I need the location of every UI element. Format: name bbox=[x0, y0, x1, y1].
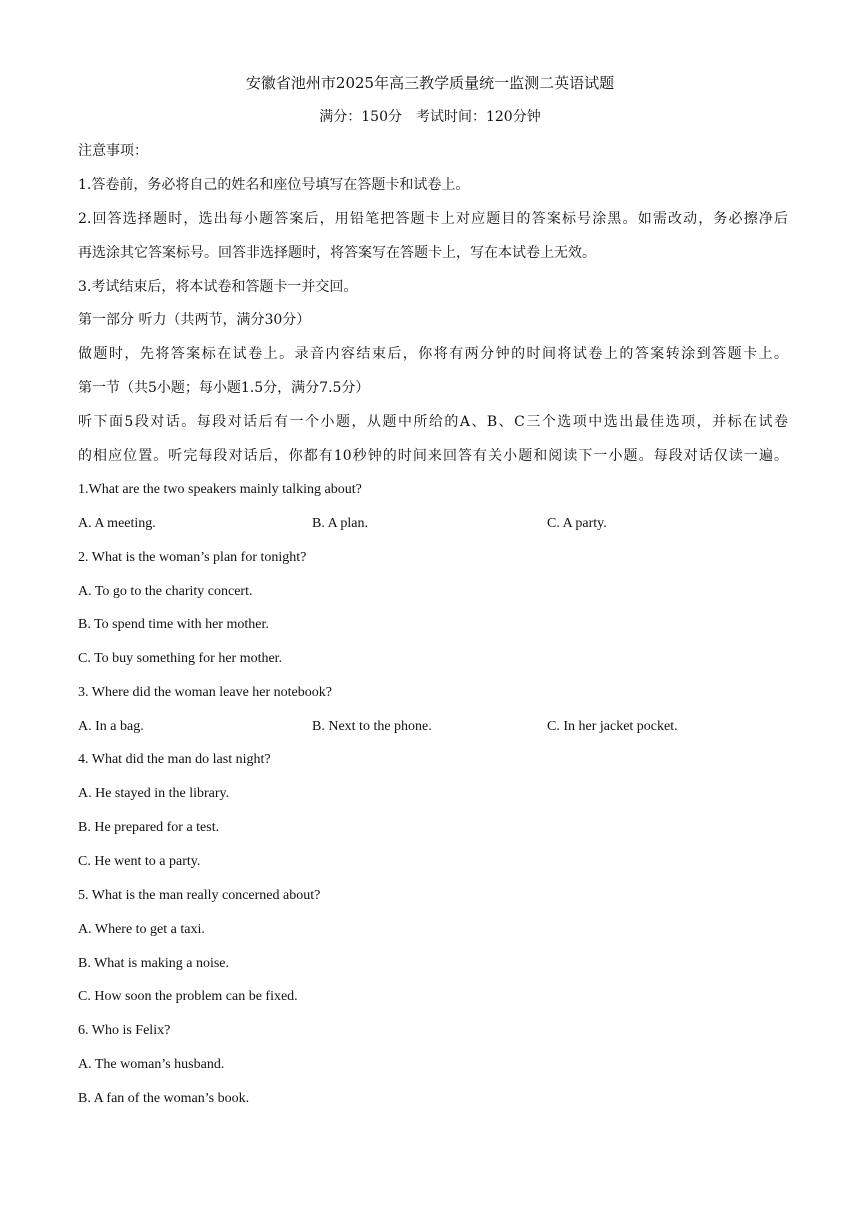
q2-option-b: B. To spend time with her mother. bbox=[78, 617, 269, 632]
q1-option-a: A. A meeting. bbox=[78, 516, 156, 531]
notice-item: 1.答卷前，务必将自己的姓名和座位号填写在答题卡和试卷上。 bbox=[78, 177, 470, 193]
q4-option-a: A. He stayed in the library. bbox=[78, 786, 230, 801]
notice-item: 再选涂其它答案标号。回答非选择题时，将答案写在答题卡上，写在本试卷上无效。 bbox=[78, 245, 596, 261]
notice-heading: 注意事项： bbox=[78, 143, 148, 159]
q3-option-c: C. In her jacket pocket. bbox=[547, 719, 678, 734]
q5-option-a: A. Where to get a taxi. bbox=[78, 922, 205, 937]
q3-option-b: B. Next to the phone. bbox=[312, 719, 432, 734]
notice-item: 2.回答选择题时，选出每小题答案后，用铅笔把答题卡上对应题目的答案标号涂黑。如需改动，务必擦净后 bbox=[78, 211, 788, 227]
q4-option-b: B. He prepared for a test. bbox=[78, 820, 220, 835]
score-time-line: 满分：150分 考试时间：120分钟 bbox=[319, 109, 541, 125]
part1-heading: 第一部分 听力（共两节，满分30分） bbox=[78, 312, 311, 328]
q3-option-a: A. In a bag. bbox=[78, 719, 144, 734]
question-5: 5. What is the man really concerned about? bbox=[78, 888, 321, 903]
notice-item: 3.考试结束后，将本试卷和答题卡一并交回。 bbox=[78, 279, 358, 295]
question-6: 6. Who is Felix? bbox=[78, 1023, 171, 1038]
q1-option-c: C. A party. bbox=[547, 516, 607, 531]
q5-option-c: C. How soon the problem can be fixed. bbox=[78, 989, 298, 1004]
section1-instruction: 的相应位置。听完每段对话后，你都有10秒钟的时间来回答有关小题和阅读下一小题。每段对话仅读一遍。 bbox=[78, 448, 788, 464]
q6-option-a: A. The woman’s husband. bbox=[78, 1057, 225, 1072]
q2-option-c: C. To buy something for her mother. bbox=[78, 651, 283, 666]
question-3: 3. Where did the woman leave her notebook? bbox=[78, 685, 332, 700]
q4-option-c: C. He went to a party. bbox=[78, 854, 201, 869]
q2-option-a: A. To go to the charity concert. bbox=[78, 584, 253, 599]
section1-instruction: 听下面5段对话。每段对话后有一个小题，从题中所给的A、B、C三个选项中选出最佳选项，并标在试卷 bbox=[78, 414, 788, 430]
part1-instruction: 做题时，先将答案标在试卷上。录音内容结束后，你将有两分钟的时间将试卷上的答案转涂到答题卡上。 bbox=[78, 346, 788, 362]
section1-heading: 第一节（共5小题；每小题1.5分，满分7.5分） bbox=[78, 380, 370, 396]
question-1: 1.What are the two speakers mainly talking about? bbox=[78, 482, 362, 497]
question-2: 2. What is the woman’s plan for tonight? bbox=[78, 550, 307, 565]
q6-option-b: B. A fan of the woman’s book. bbox=[78, 1091, 250, 1106]
exam-title: 安徽省池州市2025年高三教学质量统一监测二英语试题 bbox=[245, 74, 615, 92]
question-4: 4. What did the man do last night? bbox=[78, 752, 271, 767]
q5-option-b: B. What is making a noise. bbox=[78, 956, 229, 971]
q1-option-b: B. A plan. bbox=[312, 516, 369, 531]
